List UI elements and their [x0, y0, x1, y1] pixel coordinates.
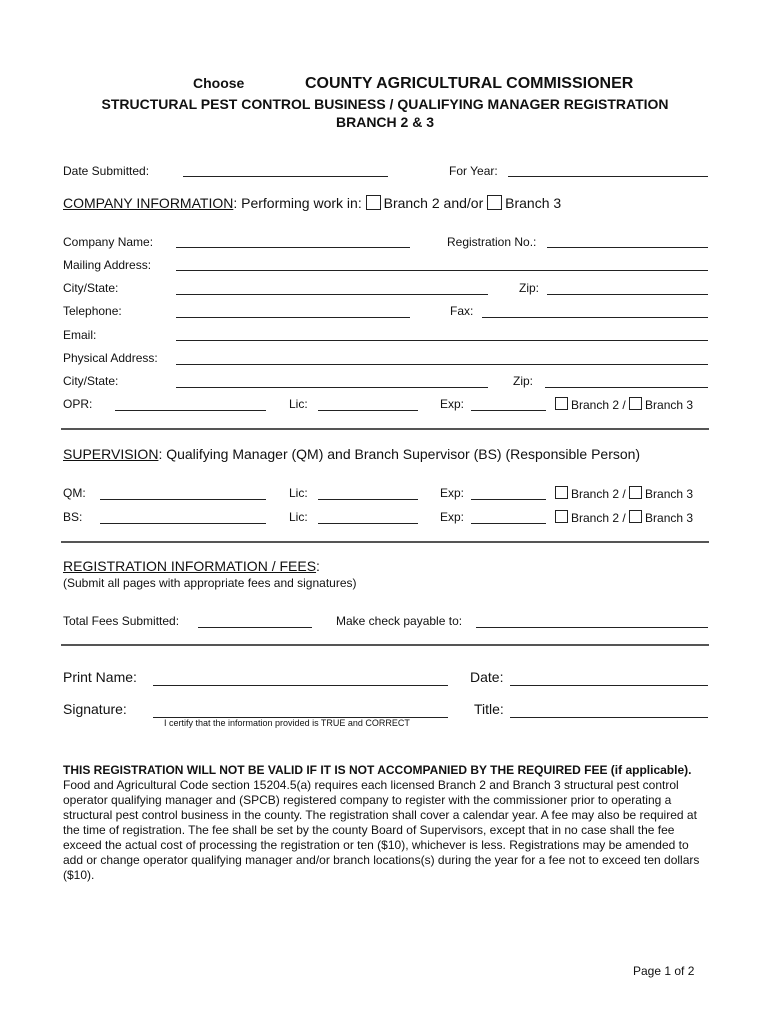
zip-field[interactable] [547, 294, 708, 295]
opr-lic-label: Lic: [289, 397, 308, 411]
signature-label: Signature: [63, 701, 127, 717]
section-divider [61, 644, 709, 646]
certify-note: I certify that the information provided is TRUE and CORRECT [164, 718, 410, 728]
title-field[interactable] [510, 717, 708, 718]
qm-lic-field[interactable] [318, 499, 418, 500]
supervision-subtitle: : Qualifying Manager (QM) and Branch Supervisor (BS) (Responsible Person) [158, 446, 641, 462]
branch2-label: Branch 2 and/or [383, 195, 484, 211]
notice-bold: THIS REGISTRATION WILL NOT BE VALID IF IT IS NOT ACCOMPANIED BY THE REQUIRED FEE (if applicable). [63, 763, 692, 777]
qm-branch2-checkbox[interactable] [555, 486, 568, 499]
branch2-checkbox[interactable] [366, 195, 381, 210]
bs-lic-label: Lic: [289, 510, 308, 524]
bs-branch-row [555, 510, 693, 525]
notice-body: Food and Agricultural Code section 15204.5(a) requires each licensed Branch 2 and Branch 3 structural pest control operator qualifying manager and (SPCB) registered company to register with the commissioner prior to operating a structural pest control business in the county. The registration shall cover a calendar year. A fee may also be required at the time of registration. The fee shall be set by the county Board of Supervisors, except that in no case shall the fee exceed the actual cost of processing the registration or ten ($10), whichever is less. Registrations may be amended to add or change operator qualifying manager and/or branch locations(s) during the year for a fee not to exceed ten dollars ($10). [63, 778, 700, 882]
zip-2-field[interactable] [545, 387, 708, 388]
qm-label: QM: [63, 486, 86, 500]
opr-branch2-checkbox[interactable] [555, 397, 568, 410]
bs-branch3-label: Branch 3 [645, 511, 694, 525]
form-title: STRUCTURAL PEST CONTROL BUSINESS / QUALIFYING MANAGER REGISTRATION [101, 96, 669, 112]
bs-field[interactable] [100, 523, 266, 524]
opr-branch3-label: Branch 3 [645, 398, 694, 412]
qm-exp-label: Exp: [440, 486, 465, 500]
print-name-label: Print Name: [63, 669, 137, 685]
for-year-label: For Year: [449, 164, 498, 178]
fax-field[interactable] [482, 317, 708, 318]
physical-address-label: Physical Address: [63, 351, 158, 365]
payable-field[interactable] [476, 627, 708, 628]
total-fees-field[interactable] [198, 627, 312, 628]
performing-work-label: : Performing work in: [233, 195, 362, 211]
section-divider [61, 541, 709, 543]
bs-exp-label: Exp: [440, 510, 465, 524]
bs-label: BS: [63, 510, 83, 524]
company-name-label: Company Name: [63, 235, 154, 249]
opr-exp-label: Exp: [440, 397, 465, 411]
zip-label: Zip: [519, 281, 540, 295]
for-year-field[interactable] [508, 176, 708, 177]
branch3-checkbox[interactable] [487, 195, 502, 210]
city-state-field[interactable] [176, 294, 488, 295]
opr-branch-row [555, 397, 693, 412]
physical-address-field[interactable] [176, 364, 708, 365]
opr-lic-field[interactable] [318, 410, 418, 411]
registration-heading-row [63, 558, 320, 574]
bs-branch2-checkbox[interactable] [555, 510, 568, 523]
telephone-field[interactable] [176, 317, 410, 318]
bs-exp-field[interactable] [471, 523, 546, 524]
branch-title: BRANCH 2 & 3 [335, 114, 434, 130]
mailing-address-field[interactable] [176, 270, 708, 271]
title-label: Title: [474, 701, 504, 717]
choose-dropdown[interactable]: Choose [193, 75, 245, 91]
registration-heading: REGISTRATION INFORMATION / FEES [63, 558, 317, 574]
opr-branch3-checkbox[interactable] [629, 397, 642, 410]
bs-branch3-checkbox[interactable] [629, 510, 642, 523]
date-label: Date: [470, 669, 504, 685]
qm-branch2-label: Branch 2 / [571, 487, 626, 501]
registration-no-label: Registration No.: [447, 235, 537, 249]
qm-branch-row [555, 486, 693, 501]
page-number: Page 1 of 2 [633, 964, 695, 978]
date-submitted-field[interactable] [183, 176, 388, 177]
mailing-address-label: Mailing Address: [63, 258, 152, 272]
email-label: Email: [63, 328, 97, 342]
company-name-field[interactable] [176, 247, 410, 248]
registration-note: (Submit all pages with appropriate fees and signatures) [63, 576, 357, 590]
company-info-heading-row [63, 195, 561, 211]
branch3-label: Branch 3 [505, 195, 562, 211]
qm-branch3-label: Branch 3 [645, 487, 694, 501]
qm-exp-field[interactable] [471, 499, 546, 500]
opr-branch2-label: Branch 2 / [571, 398, 626, 412]
opr-label: OPR: [63, 397, 93, 411]
bs-lic-field[interactable] [318, 523, 418, 524]
total-fees-label: Total Fees Submitted: [63, 614, 180, 628]
date-field[interactable] [510, 685, 708, 686]
qm-lic-label: Lic: [289, 486, 308, 500]
supervision-heading-row [63, 446, 640, 462]
email-field[interactable] [176, 340, 708, 341]
date-submitted-label: Date Submitted: [63, 164, 150, 178]
print-name-field[interactable] [153, 685, 448, 686]
city-state-2-label: City/State: [63, 374, 119, 388]
opr-field[interactable] [115, 410, 266, 411]
telephone-label: Telephone: [63, 304, 122, 318]
fax-label: Fax: [450, 304, 474, 318]
supervision-heading: SUPERVISION [63, 446, 159, 462]
company-info-heading: COMPANY INFORMATION [63, 195, 234, 211]
opr-exp-field[interactable] [471, 410, 546, 411]
registration-no-field[interactable] [547, 247, 708, 248]
qm-branch3-checkbox[interactable] [629, 486, 642, 499]
zip-2-label: Zip: [513, 374, 534, 388]
payable-label: Make check payable to: [336, 614, 463, 628]
section-divider [61, 428, 709, 430]
notice-paragraph [63, 763, 707, 883]
registration-colon: : [316, 558, 320, 574]
county-title: COUNTY AGRICULTURAL COMMISSIONER [305, 75, 634, 92]
city-state-label: City/State: [63, 281, 119, 295]
qm-field[interactable] [100, 499, 266, 500]
city-state-2-field[interactable] [176, 387, 488, 388]
bs-branch2-label: Branch 2 / [571, 511, 626, 525]
